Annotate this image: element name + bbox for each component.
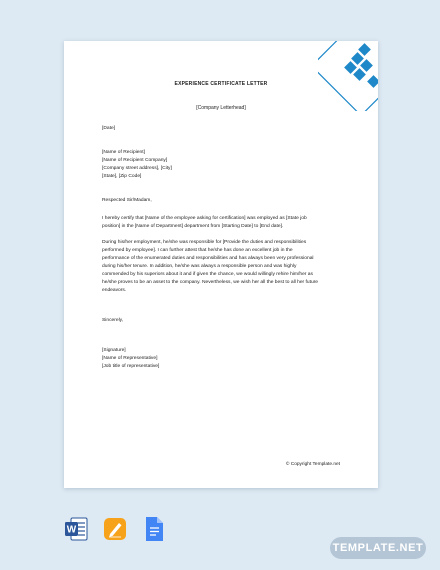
diamond-outline xyxy=(318,41,378,111)
representative-title: [Job title of representative] xyxy=(102,364,160,369)
recipient-address: [Company street address], [City] xyxy=(102,166,172,171)
paragraph-line: endeavors. xyxy=(102,288,127,293)
salutation xyxy=(102,197,346,205)
diamond-square xyxy=(351,52,364,65)
google-docs-icon[interactable] xyxy=(142,516,166,542)
closing-line: Sincerely, xyxy=(102,318,124,323)
date-line: [Date] xyxy=(102,126,116,131)
salutation-line: Respected Sir/Madam, xyxy=(102,198,152,203)
paragraph-line: During his/her employment, he/she was responsible for [Provide the duties and responsibilities xyxy=(102,240,307,245)
paragraph-line: commended by his superiors about it and if given the chance, we would willingly rehire him/her as xyxy=(102,272,313,277)
paragraph-line: I hereby certify that [Name of the employee asking for certification] was employed as [State job xyxy=(102,216,307,221)
word-letter: W xyxy=(66,524,77,536)
corner-diamond-decoration xyxy=(318,41,378,111)
paragraph-duties xyxy=(102,239,346,295)
signature-block xyxy=(102,347,346,371)
paragraph-line: during his/her tenure. In addition, he/she was always a responsible person and was highly xyxy=(102,264,297,269)
representative-name: [Name of Representative] xyxy=(102,356,158,361)
word-icon[interactable] xyxy=(64,516,88,542)
recipient-block xyxy=(102,149,346,181)
recipient-name: [Name of Recipient] xyxy=(102,150,145,155)
recipient-company: [Name of Recipient Company] xyxy=(102,158,168,163)
diamond-square xyxy=(344,61,357,74)
recipient-state-zip: [State], [Zip Code] xyxy=(102,174,142,179)
paragraph-employment xyxy=(102,215,346,231)
closing xyxy=(102,317,346,325)
date-block xyxy=(102,125,346,133)
pages-icon[interactable] xyxy=(103,516,127,542)
template-net-badge[interactable]: TEMPLATE.NET xyxy=(330,537,426,559)
company-letterhead: [Company Letterhead] xyxy=(196,105,246,111)
copyright-notice: © Copyright Template.net xyxy=(285,462,340,467)
paragraph-line: performed by employee]. I can further attest that he/she has done an excellent job in the xyxy=(102,248,293,253)
document-title: EXPERIENCE CERTIFICATE LETTER xyxy=(174,81,268,87)
letter-page xyxy=(64,41,378,488)
diamond-square xyxy=(360,59,373,72)
paragraph-line: position] in the [Name of Department] department from [Starting Date] to [End date]. xyxy=(102,224,284,229)
diamond-square xyxy=(353,68,366,81)
paragraph-line: performance of the enumerated duties and responsibilities and has always been very professional xyxy=(102,256,314,261)
signature-line: [Signature] xyxy=(102,348,126,353)
paragraph-line: he/she proves to be an asset to the company. Nevertheless, we wish her all the best to all her future xyxy=(102,280,319,285)
diamond-square xyxy=(358,43,371,56)
